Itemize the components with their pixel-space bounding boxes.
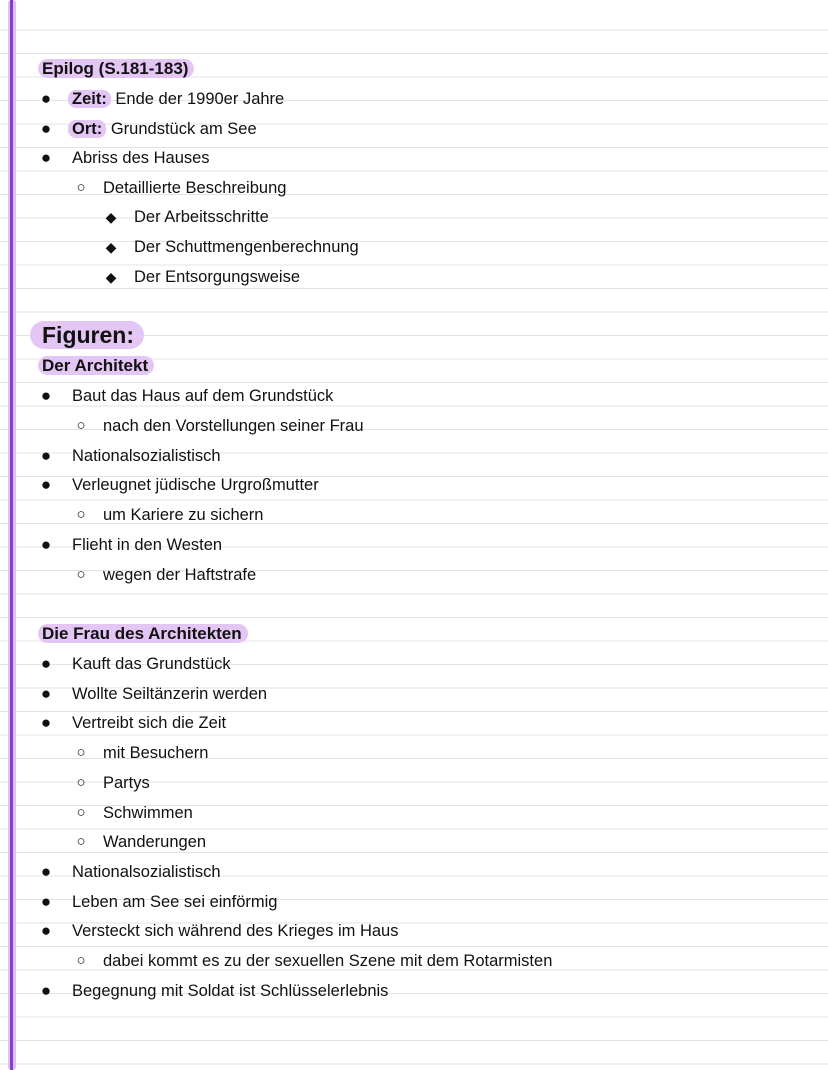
list-item xyxy=(0,860,828,884)
list-item-text: mit Besuchern xyxy=(103,744,209,762)
list-item-text: nach den Vorstellungen seiner Frau xyxy=(103,417,364,435)
bullet-dot: ● xyxy=(40,892,52,911)
list-item-text: wegen der Haftstrafe xyxy=(103,566,257,584)
bullet-circle: ○ xyxy=(76,744,86,761)
list-item-text: Baut das Haus auf dem Grundstück xyxy=(72,387,334,405)
list-item-text: Versteckt sich während des Krieges im Haus xyxy=(72,922,399,940)
bullet-circle: ○ xyxy=(76,566,86,583)
list-item xyxy=(0,890,828,914)
bullet-circle: ○ xyxy=(76,506,86,523)
bullet-dot: ● xyxy=(40,446,52,465)
bullet-circle: ○ xyxy=(76,833,86,850)
bullet-dot: ● xyxy=(40,921,52,940)
zeit-value: Ende der 1990er Jahre xyxy=(110,90,285,108)
list-item xyxy=(0,533,828,557)
frau-heading xyxy=(42,622,248,646)
list-item xyxy=(0,919,828,943)
list-item xyxy=(0,384,828,408)
list-item xyxy=(0,652,828,676)
list-item-text: Nationalsozialistisch xyxy=(72,447,221,465)
list-item xyxy=(0,444,828,468)
list-item xyxy=(0,711,828,735)
list-item-text: Begegnung mit Soldat ist Schlüsselerlebnis xyxy=(72,982,389,1000)
list-item-text: um Kariere zu sichern xyxy=(103,506,264,524)
list-item-text: Der Entsorgungsweise xyxy=(134,268,300,286)
list-item xyxy=(0,979,828,1003)
list-item-text: Nationalsozialistisch xyxy=(72,863,221,881)
epilog-heading-text: Epilog (S.181-183) xyxy=(38,59,194,78)
list-item xyxy=(0,741,828,765)
list-item-text: Schwimmen xyxy=(103,804,193,822)
zeit-label: Zeit: xyxy=(68,90,111,108)
list-item-text: Der Arbeitsschritte xyxy=(134,208,269,226)
list-item-text: dabei kommt es zu der sexuellen Szene mit dem Rotarmisten xyxy=(103,952,553,970)
epilog-heading xyxy=(42,57,194,81)
bullet-dot: ● xyxy=(40,535,52,554)
list-item-text: Vertreibt sich die Zeit xyxy=(72,714,227,732)
list-item-text: Leben am See sei einförmig xyxy=(72,893,278,911)
bullet-dot: ● xyxy=(40,981,52,1000)
list-item-text: Wanderungen xyxy=(103,833,207,851)
bullet-dot: ● xyxy=(40,89,52,108)
bullet-dot: ● xyxy=(40,475,52,494)
list-item-abriss xyxy=(0,146,828,170)
architekt-heading-text: Der Architekt xyxy=(38,356,154,375)
bullet-dot: ● xyxy=(40,713,52,732)
list-item-text: Detaillierte Beschreibung xyxy=(103,179,287,197)
bullet-dot: ● xyxy=(40,119,52,138)
list-item-ort xyxy=(0,117,828,141)
list-item xyxy=(0,563,828,587)
list-item-text: Partys xyxy=(103,774,150,792)
list-item-text: Der Schuttmengenberechnung xyxy=(134,238,359,256)
bullet-diamond: ◆ xyxy=(105,269,117,285)
ort-label: Ort: xyxy=(68,120,106,138)
figuren-heading-text: Figuren: xyxy=(30,321,144,349)
list-item xyxy=(0,830,828,854)
ort-value: Grundstück am See xyxy=(106,120,257,138)
list-item xyxy=(0,414,828,438)
bullet-circle: ○ xyxy=(76,804,86,821)
frau-heading-text: Die Frau des Architekten xyxy=(38,624,248,643)
list-item-text: Flieht in den Westen xyxy=(72,536,223,554)
bullet-circle: ○ xyxy=(76,774,86,791)
list-item-zeit xyxy=(0,87,828,111)
bullet-circle: ○ xyxy=(76,417,86,434)
list-item-detail xyxy=(0,235,828,259)
list-item-text: Verleugnet jüdische Urgroßmutter xyxy=(72,476,319,494)
figuren-heading xyxy=(30,320,144,350)
list-item-detail xyxy=(0,205,828,229)
list-item-detail xyxy=(0,265,828,289)
list-item-text: Abriss des Hauses xyxy=(72,149,210,167)
bullet-dot: ● xyxy=(40,148,52,167)
list-item xyxy=(0,682,828,706)
list-item xyxy=(0,503,828,527)
bullet-circle: ○ xyxy=(76,179,86,196)
bullet-dot: ● xyxy=(40,654,52,673)
bullet-dot: ● xyxy=(40,386,52,405)
bullet-dot: ● xyxy=(40,862,52,881)
list-item xyxy=(0,771,828,795)
bullet-dot: ● xyxy=(40,684,52,703)
list-item-beschreibung xyxy=(0,176,828,200)
list-item xyxy=(0,473,828,497)
architekt-heading xyxy=(42,354,154,378)
bullet-diamond: ◆ xyxy=(105,239,117,255)
list-item-text: Kauft das Grundstück xyxy=(72,655,231,673)
list-item xyxy=(0,801,828,825)
list-item xyxy=(0,949,828,973)
bullet-diamond: ◆ xyxy=(105,209,117,225)
bullet-circle: ○ xyxy=(76,952,86,969)
list-item-text: Wollte Seiltänzerin werden xyxy=(72,685,268,703)
